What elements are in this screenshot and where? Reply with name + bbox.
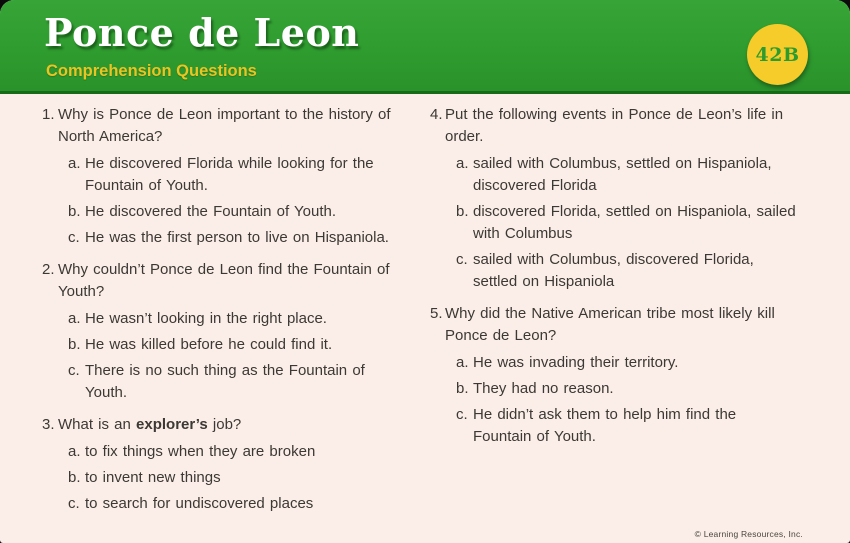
answer-option	[68, 227, 400, 249]
option-letter: c.	[456, 251, 468, 268]
option-text: to search for undiscovered places	[85, 495, 314, 512]
option-letter: c.	[68, 495, 80, 512]
option-letter: b.	[68, 203, 81, 220]
answer-option	[68, 334, 400, 356]
copyright-notice: © Learning Resources, Inc.	[694, 529, 803, 539]
answer-option	[456, 153, 797, 197]
header	[0, 0, 850, 94]
option-letter: c.	[68, 229, 80, 246]
question-number: 5.	[430, 305, 443, 322]
question-block	[42, 259, 400, 404]
question-number: 4.	[430, 106, 443, 123]
answer-option	[68, 467, 400, 489]
question-text: Put the following events in Ponce de Leon’s life in order.	[445, 106, 784, 145]
answer-option	[456, 201, 797, 245]
option-text: He was killed before he could find it.	[85, 336, 333, 353]
question-row	[42, 104, 400, 148]
question-text: Why couldn’t Ponce de Leon find the Fountain of Youth?	[58, 261, 390, 300]
question-text: Why did the Native American tribe most likely kill Ponce de Leon?	[445, 305, 775, 344]
option-letter: a.	[456, 155, 469, 172]
card-number-label: 42B	[755, 43, 800, 66]
answer-option	[68, 153, 400, 197]
option-letter: a.	[68, 155, 81, 172]
option-letter: a.	[68, 310, 81, 327]
option-letter: c.	[456, 406, 468, 423]
answer-option	[456, 249, 797, 293]
question-row	[430, 303, 797, 347]
options-list	[68, 308, 400, 404]
page-subtitle: Comprehension Questions	[46, 62, 257, 80]
option-letter: c.	[68, 362, 80, 379]
question-block	[430, 104, 797, 293]
option-text: to invent new things	[85, 469, 221, 486]
options-list	[456, 153, 797, 293]
option-text: He didn’t ask them to help him find the Fountain of Youth.	[473, 406, 737, 445]
option-text: discovered Florida, settled on Hispaniola, sailed with Columbus	[473, 203, 796, 242]
answer-option	[68, 441, 400, 463]
option-text: There is no such thing as the Fountain of Youth.	[85, 362, 365, 401]
question-number: 3.	[42, 416, 55, 433]
question-block	[42, 104, 400, 249]
option-text: They had no reason.	[473, 380, 614, 397]
answer-option	[456, 352, 797, 374]
answer-option	[68, 360, 400, 404]
question-row	[42, 414, 400, 436]
option-letter: b.	[68, 336, 81, 353]
option-letter: a.	[68, 443, 81, 460]
option-letter: b.	[68, 469, 81, 486]
answer-option	[456, 378, 797, 400]
option-text: He discovered the Fountain of Youth.	[85, 203, 337, 220]
question-text: What is an explorer’s job?	[58, 416, 242, 433]
option-text: to fix things when they are broken	[85, 443, 316, 460]
answer-option	[456, 404, 797, 448]
options-list	[456, 352, 797, 448]
option-text: He wasn’t looking in the right place.	[85, 310, 327, 327]
questions-column-left	[42, 104, 400, 525]
option-text: sailed with Columbus, discovered Florida, settled on Hispaniola	[473, 251, 754, 290]
answer-option	[68, 493, 400, 515]
questions-area	[0, 94, 850, 525]
answer-option	[68, 308, 400, 330]
option-text: He discovered Florida while looking for the Fountain of Youth.	[85, 155, 374, 194]
question-number: 2.	[42, 261, 55, 278]
question-number: 1.	[42, 106, 55, 123]
card-number-badge	[747, 24, 808, 85]
answer-option	[68, 201, 400, 223]
option-letter: b.	[456, 380, 469, 397]
question-block	[430, 303, 797, 448]
question-row	[430, 104, 797, 148]
page-title: Ponce de Leon	[44, 10, 360, 55]
question-row	[42, 259, 400, 303]
option-text: He was the first person to live on Hispaniola.	[85, 229, 389, 246]
options-list	[68, 153, 400, 249]
option-letter: a.	[456, 354, 469, 371]
option-text: He was invading their territory.	[473, 354, 679, 371]
questions-column-right	[430, 104, 797, 525]
option-letter: b.	[456, 203, 469, 220]
question-block	[42, 414, 400, 515]
options-list	[68, 441, 400, 515]
question-text: Why is Ponce de Leon important to the history of North America?	[58, 106, 391, 145]
option-text: sailed with Columbus, settled on Hispaniola, discovered Florida	[473, 155, 772, 194]
